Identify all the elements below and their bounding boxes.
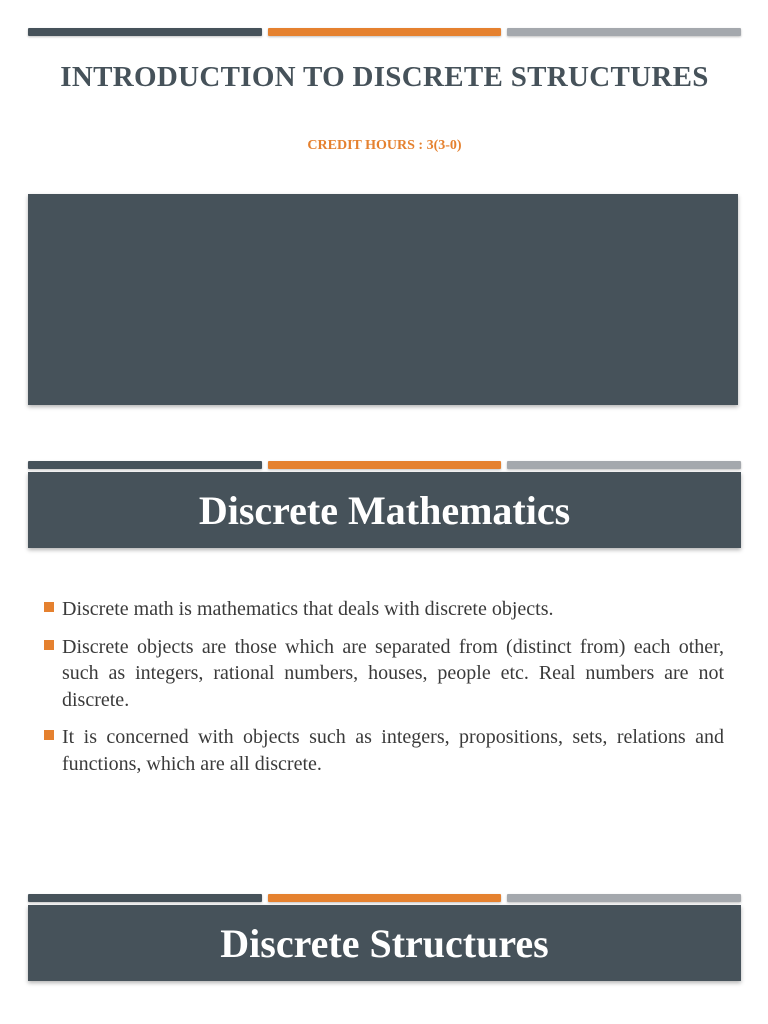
math-slide-accent-stripe bbox=[28, 461, 741, 469]
bullet-text: It is concerned with objects such as integers, propositions, sets, relations and functions, which are all discrete. bbox=[62, 726, 724, 775]
stripe-segment-orange bbox=[268, 461, 502, 469]
slide-title: INTRODUCTION TO DISCRETE STRUCTURES bbox=[60, 61, 709, 93]
square-bullet-icon bbox=[44, 640, 54, 650]
structures-slide-heading: Discrete Structures bbox=[220, 920, 549, 966]
math-slide-header bbox=[28, 472, 741, 548]
bullet-text: Discrete objects are those which are separated from (distinct from) each other, such as integers, rational numbers, houses, people etc. Real numbers are not discrete. bbox=[62, 635, 724, 711]
math-bullet-list bbox=[44, 596, 724, 788]
stripe-segment-dark bbox=[28, 461, 262, 469]
structures-slide-header bbox=[28, 905, 741, 981]
list-item bbox=[44, 634, 724, 714]
stripe-segment-orange bbox=[268, 28, 502, 36]
bullet-text: Discrete math is mathematics that deals with discrete objects. bbox=[62, 598, 554, 620]
list-item bbox=[44, 596, 724, 623]
list-item bbox=[44, 724, 724, 777]
title-dark-panel bbox=[28, 194, 738, 405]
stripe-segment-gray bbox=[507, 28, 741, 36]
square-bullet-icon bbox=[44, 602, 54, 612]
title-slide-accent-stripe bbox=[28, 28, 741, 36]
stripe-segment-dark bbox=[28, 894, 262, 902]
stripe-segment-gray bbox=[507, 461, 741, 469]
credit-hours-subtitle: CREDIT HOURS : 3(3-0) bbox=[307, 138, 462, 153]
structures-slide-accent-stripe bbox=[28, 894, 741, 902]
stripe-segment-gray bbox=[507, 894, 741, 902]
math-slide-heading: Discrete Mathematics bbox=[198, 487, 571, 533]
stripe-segment-orange bbox=[268, 894, 502, 902]
square-bullet-icon bbox=[44, 730, 54, 740]
stripe-segment-dark bbox=[28, 28, 262, 36]
